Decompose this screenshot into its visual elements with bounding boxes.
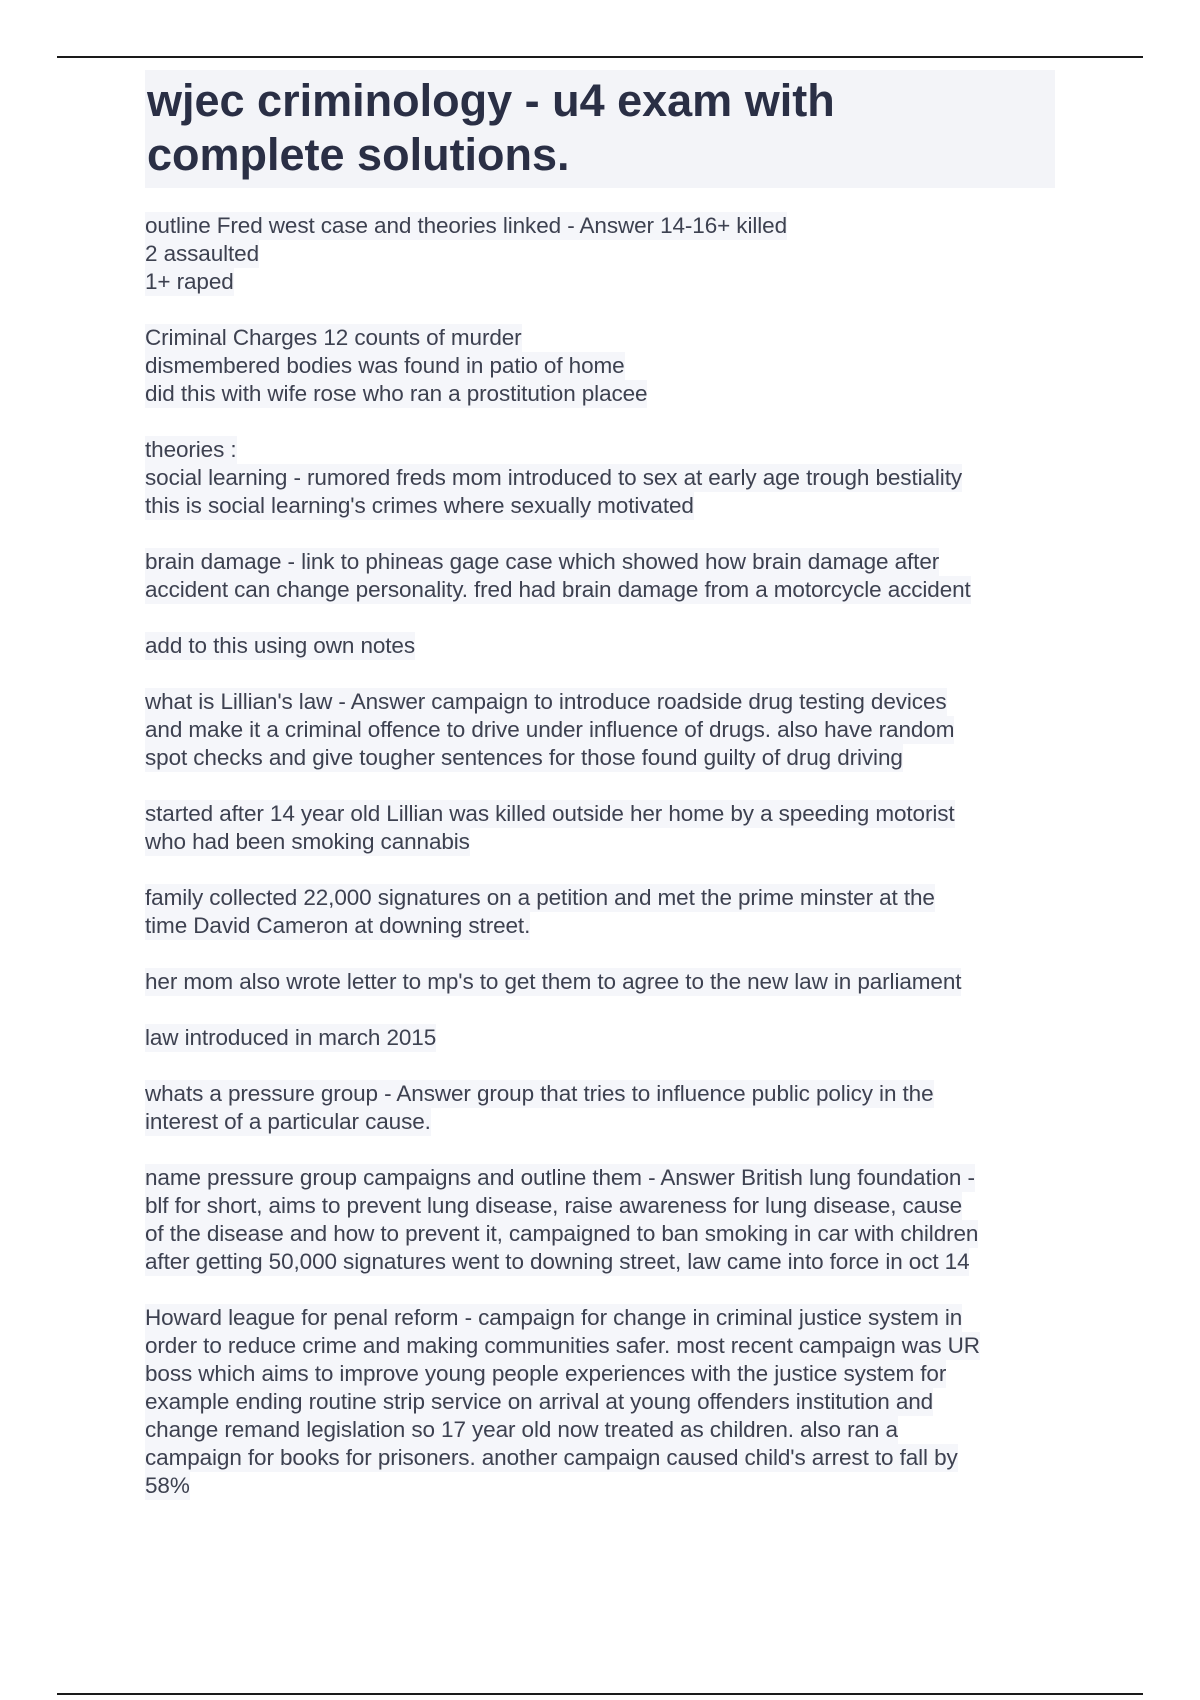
text-line: add to this using own notes	[145, 633, 415, 658]
text-line: name pressure group campaigns and outline them - Answer British lung foundation -	[145, 1165, 975, 1190]
text-line: this is social learning's crimes where sexually motivated	[145, 493, 694, 518]
text-line: time David Cameron at downing street.	[145, 913, 531, 938]
document-page	[145, 70, 1055, 1528]
text-line: who had been smoking cannabis	[145, 829, 470, 854]
text-line: Criminal Charges 12 counts of murder	[145, 325, 522, 350]
title-line: wjec criminology - u4 exam with	[147, 75, 835, 126]
paragraph	[145, 688, 1055, 772]
text-line: 58%	[145, 1473, 190, 1498]
text-line: boss which aims to improve young people experiences with the justice system for	[145, 1361, 947, 1386]
text-line: social learning - rumored freds mom introduced to sex at early age trough bestiality	[145, 465, 963, 490]
top-rule	[57, 56, 1143, 58]
text-line: interest of a particular cause.	[145, 1109, 431, 1134]
paragraph	[145, 800, 1055, 856]
text-line: started after 14 year old Lillian was killed outside her home by a speeding motorist	[145, 801, 955, 826]
document-title	[145, 70, 1055, 188]
paragraph	[145, 1080, 1055, 1136]
text-line: campaign for books for prisoners. another campaign caused child's arrest to fall by	[145, 1445, 958, 1470]
text-line: order to reduce crime and making communities safer. most recent campaign was UR	[145, 1333, 980, 1358]
paragraph	[145, 968, 1055, 996]
bottom-rule	[57, 1693, 1143, 1695]
text-line: spot checks and give tougher sentences for those found guilty of drug driving	[145, 745, 903, 770]
title-line: complete solutions.	[147, 129, 570, 180]
document-body	[145, 212, 1055, 1500]
text-line: 2 assaulted	[145, 241, 259, 266]
text-line: family collected 22,000 signatures on a petition and met the prime minster at the	[145, 885, 935, 910]
text-line: accident can change personality. fred had brain damage from a motorcycle accident	[145, 577, 971, 602]
paragraph	[145, 632, 1055, 660]
text-line: after getting 50,000 signatures went to downing street, law came into force in oct 14	[145, 1249, 970, 1274]
text-line: her mom also wrote letter to mp's to get them to agree to the new law in parliament	[145, 969, 962, 994]
paragraph	[145, 1304, 1055, 1500]
text-line: whats a pressure group - Answer group that tries to influence public policy in the	[145, 1081, 934, 1106]
paragraph	[145, 436, 1055, 520]
text-line: did this with wife rose who ran a prostitution placee	[145, 381, 648, 406]
text-line: of the disease and how to prevent it, campaigned to ban smoking in car with children	[145, 1221, 979, 1246]
text-line: Howard league for penal reform - campaign for change in criminal justice system in	[145, 1305, 963, 1330]
text-line: outline Fred west case and theories linked - Answer 14-16+ killed	[145, 213, 787, 238]
paragraph	[145, 548, 1055, 604]
paragraph	[145, 212, 1055, 296]
text-line: example ending routine strip service on arrival at young offenders institution and	[145, 1389, 934, 1414]
text-line: theories :	[145, 437, 237, 462]
text-line: 1+ raped	[145, 269, 234, 294]
paragraph	[145, 1164, 1055, 1276]
paragraph	[145, 324, 1055, 408]
paragraph	[145, 1024, 1055, 1052]
text-line: what is Lillian's law - Answer campaign to introduce roadside drug testing devices	[145, 689, 947, 714]
text-line: blf for short, aims to prevent lung disease, raise awareness for lung disease, cause	[145, 1193, 963, 1218]
text-line: brain damage - link to phineas gage case which showed how brain damage after	[145, 549, 940, 574]
text-line: and make it a criminal offence to drive under influence of drugs. also have random	[145, 717, 955, 742]
text-line: law introduced in march 2015	[145, 1025, 437, 1050]
paragraph	[145, 884, 1055, 940]
text-line: dismembered bodies was found in patio of home	[145, 353, 625, 378]
text-line: change remand legislation so 17 year old now treated as children. also ran a	[145, 1417, 898, 1442]
